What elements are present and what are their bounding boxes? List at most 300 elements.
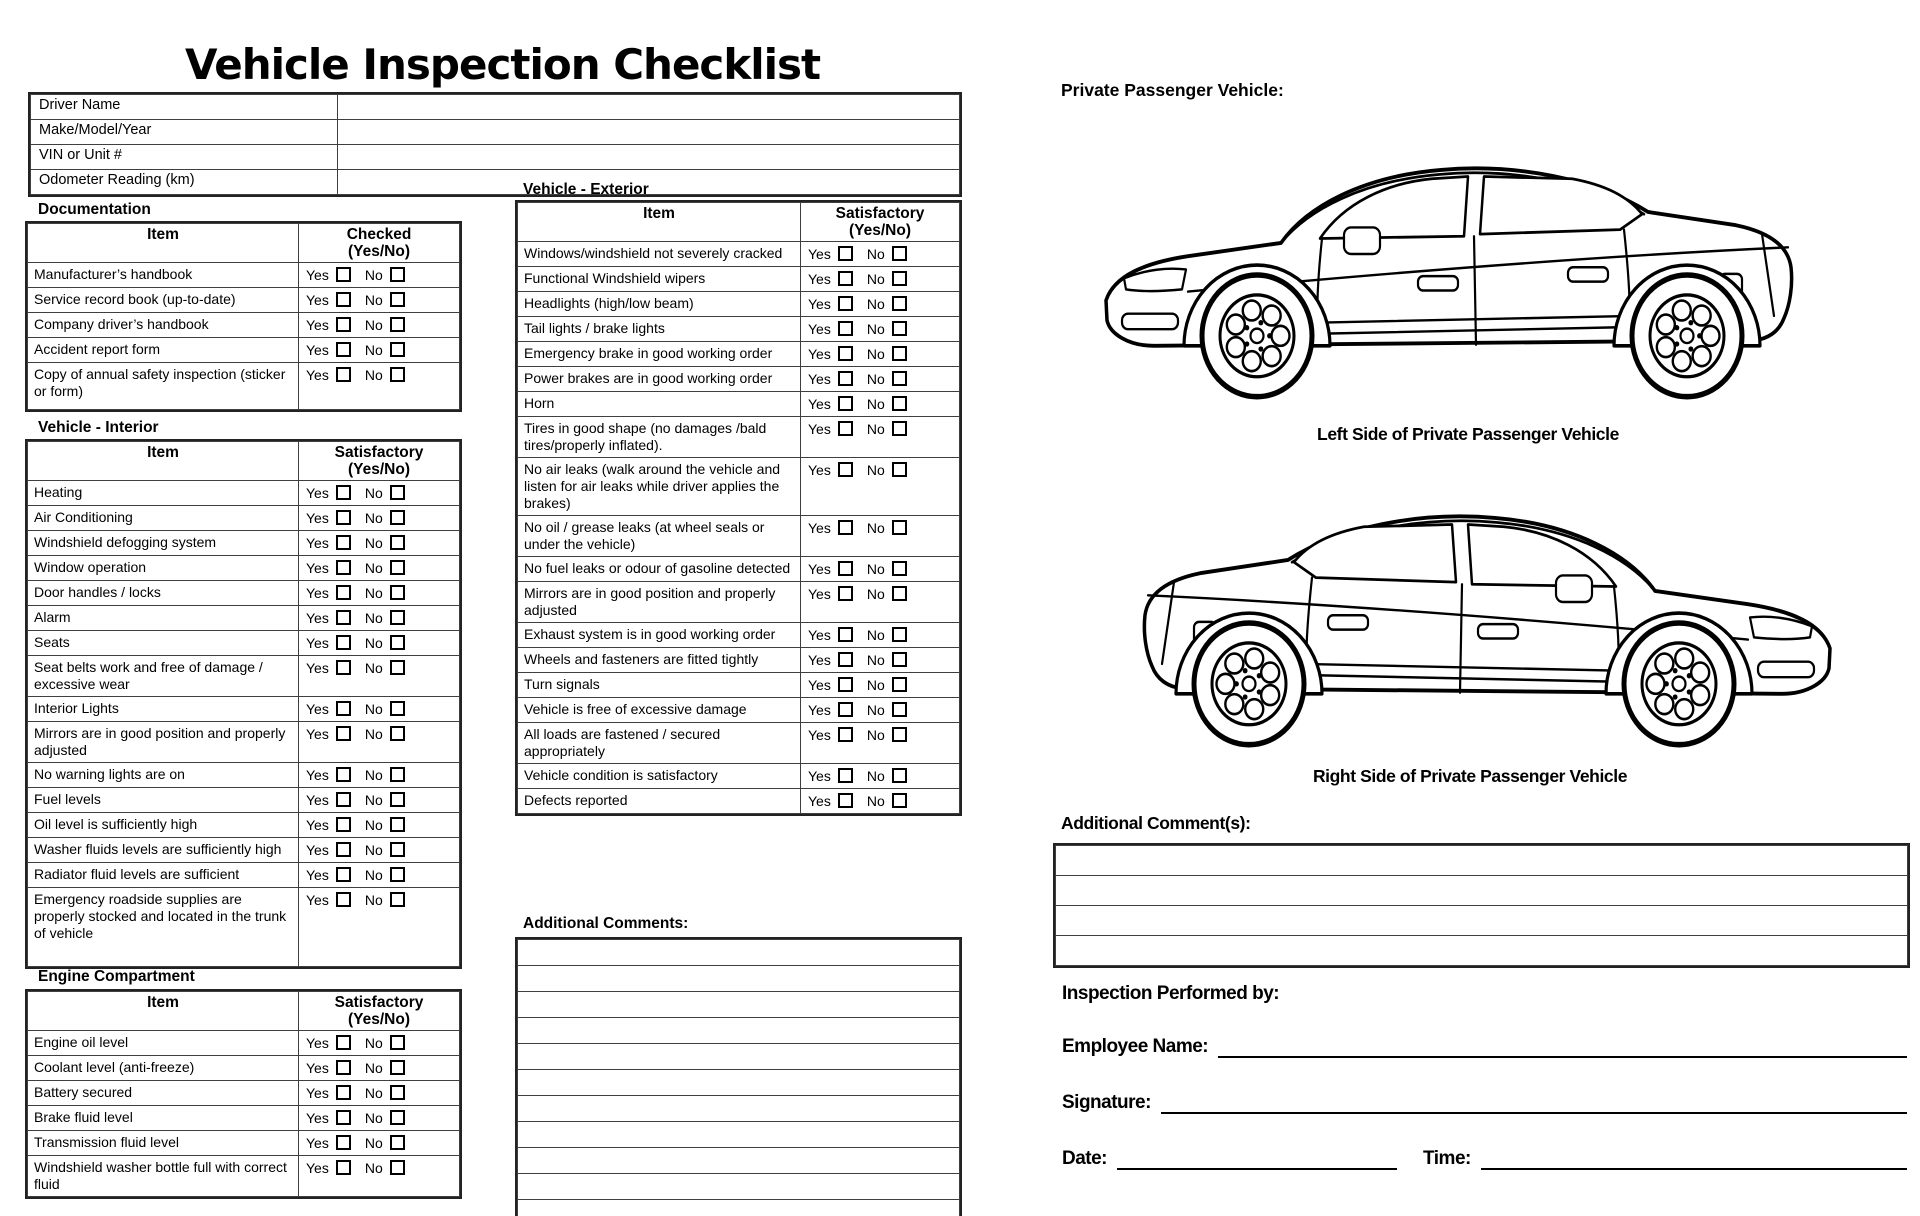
checklist-row	[518, 367, 960, 392]
item-label: Alarm	[28, 606, 299, 631]
info-label: Odometer Reading (km)	[31, 170, 338, 195]
comment-row	[1056, 846, 1908, 876]
no-checkbox[interactable]	[892, 296, 907, 311]
checklist-row	[518, 673, 960, 698]
yes-label: Yes	[306, 292, 329, 308]
item-label: Copy of annual safety inspection (sticker or form)	[28, 363, 299, 410]
yes-label: Yes	[306, 892, 329, 908]
yes-no-cell	[801, 764, 960, 789]
yes-no-cell	[299, 556, 460, 581]
no-checkbox[interactable]	[390, 1160, 405, 1175]
no-label: No	[364, 1060, 383, 1076]
comment-line[interactable]	[518, 940, 960, 966]
item-label: Tail lights / brake lights	[518, 317, 801, 342]
yes-checkbox[interactable]	[336, 867, 351, 882]
no-checkbox[interactable]	[390, 585, 405, 600]
yes-no-cell	[299, 631, 460, 656]
no-label: No	[866, 677, 885, 693]
yes-label: Yes	[306, 817, 329, 833]
time-field[interactable]	[1481, 1144, 1907, 1170]
additional-comments-table	[515, 937, 962, 1216]
no-checkbox[interactable]	[892, 421, 907, 436]
column-header-item: Item	[518, 203, 801, 242]
no-label: No	[364, 510, 383, 526]
comment-row	[518, 966, 960, 992]
comment-line[interactable]	[1056, 906, 1908, 936]
column-header-checked: Checked (Yes/No)	[299, 224, 460, 263]
comment-row	[518, 1096, 960, 1122]
yes-checkbox[interactable]	[336, 842, 351, 857]
yes-checkbox[interactable]	[336, 1160, 351, 1175]
no-checkbox[interactable]	[892, 727, 907, 742]
yes-no-cell	[299, 338, 460, 363]
yes-no-cell	[299, 581, 460, 606]
no-label: No	[364, 1135, 383, 1151]
item-label: Emergency roadside supplies are properly stocked and located in the trunk of vehicle	[28, 888, 299, 967]
no-checkbox[interactable]	[390, 1135, 405, 1150]
employee-name-row	[1062, 1032, 1907, 1058]
yes-label: Yes	[306, 1085, 329, 1101]
no-label: No	[866, 520, 885, 536]
yes-checkbox[interactable]	[336, 1035, 351, 1050]
checklist-row	[518, 292, 960, 317]
yes-label: Yes	[808, 727, 831, 743]
no-checkbox[interactable]	[892, 793, 907, 808]
no-checkbox[interactable]	[892, 586, 907, 601]
item-label: Vehicle is free of excessive damage	[518, 698, 801, 723]
item-label: Heating	[28, 481, 299, 506]
yes-checkbox[interactable]	[336, 610, 351, 625]
yes-checkbox[interactable]	[336, 635, 351, 650]
checklist-row	[518, 458, 960, 516]
column-header-item: Item	[28, 224, 299, 263]
yes-checkbox[interactable]	[336, 560, 351, 575]
additional-comments-right-heading: Additional Comment(s):	[1061, 813, 1251, 833]
comment-line[interactable]	[518, 1174, 960, 1200]
yes-checkbox[interactable]	[336, 817, 351, 832]
info-label: Make/Model/Year	[31, 120, 338, 145]
yes-label: Yes	[808, 652, 831, 668]
additional-comments-heading: Additional Comments:	[523, 915, 689, 932]
yes-label: Yes	[808, 627, 831, 643]
engine-table	[25, 989, 462, 1199]
info-value-field[interactable]	[338, 120, 960, 145]
no-checkbox[interactable]	[892, 627, 907, 642]
item-label: Windows/windshield not severely cracked	[518, 242, 801, 267]
no-checkbox[interactable]	[390, 342, 405, 357]
no-checkbox[interactable]	[390, 660, 405, 675]
yes-label: Yes	[808, 346, 831, 362]
checklist-row	[28, 506, 460, 531]
checklist-row	[28, 338, 460, 363]
no-label: No	[866, 296, 885, 312]
no-label: No	[866, 652, 885, 668]
yes-checkbox[interactable]	[838, 346, 853, 361]
item-label: Seat belts work and free of damage / excessive wear	[28, 656, 299, 697]
no-checkbox[interactable]	[390, 535, 405, 550]
checklist-row	[28, 363, 460, 410]
no-checkbox[interactable]	[390, 635, 405, 650]
no-checkbox[interactable]	[892, 677, 907, 692]
yes-no-cell	[801, 648, 960, 673]
no-checkbox[interactable]	[390, 701, 405, 716]
no-label: No	[364, 267, 383, 283]
yes-checkbox[interactable]	[336, 892, 351, 907]
exterior-table	[515, 200, 962, 816]
comment-row	[518, 992, 960, 1018]
yes-checkbox[interactable]	[336, 1135, 351, 1150]
info-row	[31, 170, 960, 195]
checklist-row	[518, 648, 960, 673]
documentation-table	[25, 221, 462, 412]
item-label: Fuel levels	[28, 788, 299, 813]
comment-line[interactable]	[1056, 936, 1908, 966]
yes-no-cell	[801, 267, 960, 292]
yes-checkbox[interactable]	[336, 701, 351, 716]
yes-checkbox[interactable]	[336, 267, 351, 282]
comment-line[interactable]	[518, 1018, 960, 1044]
yes-checkbox[interactable]	[336, 317, 351, 332]
no-checkbox[interactable]	[892, 346, 907, 361]
no-label: No	[866, 271, 885, 287]
no-label: No	[364, 767, 383, 783]
date-field[interactable]	[1117, 1144, 1397, 1170]
yes-checkbox[interactable]	[838, 586, 853, 601]
yes-checkbox[interactable]	[838, 727, 853, 742]
no-checkbox[interactable]	[892, 768, 907, 783]
no-checkbox[interactable]	[892, 462, 907, 477]
no-checkbox[interactable]	[892, 321, 907, 336]
no-checkbox[interactable]	[390, 610, 405, 625]
no-label: No	[364, 292, 383, 308]
yes-checkbox[interactable]	[336, 1085, 351, 1100]
yes-checkbox[interactable]	[336, 367, 351, 382]
yes-no-cell	[801, 516, 960, 557]
yes-no-cell	[299, 1131, 460, 1156]
no-checkbox[interactable]	[390, 726, 405, 741]
yes-checkbox[interactable]	[838, 462, 853, 477]
checklist-row	[518, 764, 960, 789]
yes-label: Yes	[808, 677, 831, 693]
comment-line[interactable]	[518, 1200, 960, 1216]
yes-label: Yes	[306, 485, 329, 501]
yes-label: Yes	[808, 371, 831, 387]
item-label: Windshield washer bottle full with correct fluid	[28, 1156, 299, 1197]
item-label: Engine oil level	[28, 1031, 299, 1056]
yes-label: Yes	[306, 1035, 329, 1051]
no-checkbox[interactable]	[390, 767, 405, 782]
checklist-row	[28, 1131, 460, 1156]
no-checkbox[interactable]	[390, 485, 405, 500]
no-checkbox[interactable]	[390, 1110, 405, 1125]
checklist-row	[518, 557, 960, 582]
yes-checkbox[interactable]	[336, 342, 351, 357]
no-label: No	[866, 768, 885, 784]
yes-label: Yes	[306, 560, 329, 576]
yes-no-cell	[299, 763, 460, 788]
no-checkbox[interactable]	[892, 702, 907, 717]
yes-checkbox[interactable]	[838, 520, 853, 535]
employee-name-label: Employee Name:	[1062, 1036, 1209, 1057]
yes-checkbox[interactable]	[838, 561, 853, 576]
signature-row	[1062, 1088, 1907, 1114]
checklist-row	[28, 581, 460, 606]
inspection-performed-by-label: Inspection Performed by:	[1062, 983, 1280, 1004]
yes-label: Yes	[306, 267, 329, 283]
item-label: Transmission fluid level	[28, 1131, 299, 1156]
checklist-row	[28, 1031, 460, 1056]
checklist-row	[518, 698, 960, 723]
no-label: No	[364, 1035, 383, 1051]
yes-label: Yes	[808, 561, 831, 577]
no-checkbox[interactable]	[390, 267, 405, 282]
yes-no-cell	[801, 417, 960, 458]
comment-row	[1056, 936, 1908, 966]
no-checkbox[interactable]	[390, 1060, 405, 1075]
no-label: No	[866, 462, 885, 478]
no-checkbox[interactable]	[892, 371, 907, 386]
yes-no-cell	[299, 1031, 460, 1056]
yes-label: Yes	[808, 793, 831, 809]
no-label: No	[364, 610, 383, 626]
no-checkbox[interactable]	[390, 817, 405, 832]
comment-row	[518, 1200, 960, 1216]
no-checkbox[interactable]	[892, 652, 907, 667]
yes-no-cell	[299, 606, 460, 631]
checklist-row	[518, 267, 960, 292]
column-header-satisfactory: Satisfactory (Yes/No)	[801, 203, 960, 242]
yes-checkbox[interactable]	[336, 1110, 351, 1125]
item-label: Interior Lights	[28, 697, 299, 722]
yes-checkbox[interactable]	[838, 396, 853, 411]
yes-no-cell	[801, 292, 960, 317]
checklist-row	[28, 263, 460, 288]
yes-checkbox[interactable]	[336, 1060, 351, 1075]
no-label: No	[866, 586, 885, 602]
comment-line[interactable]	[518, 1070, 960, 1096]
employee-name-field[interactable]	[1218, 1032, 1907, 1058]
no-checkbox[interactable]	[892, 271, 907, 286]
no-checkbox[interactable]	[390, 792, 405, 807]
no-checkbox[interactable]	[390, 867, 405, 882]
yes-checkbox[interactable]	[838, 321, 853, 336]
yes-no-cell	[801, 673, 960, 698]
no-checkbox[interactable]	[390, 892, 405, 907]
yes-checkbox[interactable]	[838, 271, 853, 286]
yes-no-cell	[299, 263, 460, 288]
yes-label: Yes	[306, 610, 329, 626]
no-checkbox[interactable]	[390, 842, 405, 857]
item-label: Seats	[28, 631, 299, 656]
yes-checkbox[interactable]	[336, 585, 351, 600]
column-header-satisfactory: Satisfactory (Yes/No)	[299, 992, 460, 1031]
no-checkbox[interactable]	[892, 396, 907, 411]
item-label: Wheels and fasteners are fitted tightly	[518, 648, 801, 673]
yes-checkbox[interactable]	[838, 677, 853, 692]
yes-checkbox[interactable]	[336, 726, 351, 741]
no-checkbox[interactable]	[892, 246, 907, 261]
item-label: Oil level is sufficiently high	[28, 813, 299, 838]
yes-no-cell	[299, 838, 460, 863]
yes-no-cell	[801, 623, 960, 648]
yes-no-cell	[299, 1081, 460, 1106]
checklist-row	[28, 1106, 460, 1131]
info-value-field[interactable]	[338, 145, 960, 170]
item-label: Battery secured	[28, 1081, 299, 1106]
no-label: No	[364, 1110, 383, 1126]
checklist-row	[518, 317, 960, 342]
no-label: No	[364, 792, 383, 808]
interior-heading: Vehicle - Interior	[38, 419, 159, 436]
comment-line[interactable]	[1056, 876, 1908, 906]
yes-checkbox[interactable]	[336, 792, 351, 807]
yes-checkbox[interactable]	[336, 485, 351, 500]
no-label: No	[364, 317, 383, 333]
no-label: No	[364, 817, 383, 833]
yes-label: Yes	[808, 246, 831, 262]
item-label: Exhaust system is in good working order	[518, 623, 801, 648]
item-label: Window operation	[28, 556, 299, 581]
no-checkbox[interactable]	[390, 1085, 405, 1100]
comment-line[interactable]	[518, 1044, 960, 1070]
yes-no-cell	[299, 863, 460, 888]
no-checkbox[interactable]	[390, 560, 405, 575]
car-right-side-illustration	[1080, 498, 1860, 748]
yes-no-cell	[299, 288, 460, 313]
yes-checkbox[interactable]	[336, 660, 351, 675]
no-label: No	[364, 342, 383, 358]
no-label: No	[866, 321, 885, 337]
item-label: Mirrors are in good position and properly adjusted	[518, 582, 801, 623]
yes-no-cell	[801, 698, 960, 723]
time-label: Time:	[1423, 1148, 1471, 1169]
yes-label: Yes	[306, 701, 329, 717]
yes-no-cell	[299, 1106, 460, 1131]
checklist-row	[518, 342, 960, 367]
comment-row	[518, 1122, 960, 1148]
no-checkbox[interactable]	[390, 292, 405, 307]
info-row	[31, 145, 960, 170]
checklist-row	[28, 656, 460, 697]
no-label: No	[364, 1085, 383, 1101]
item-label: Functional Windshield wipers	[518, 267, 801, 292]
comment-line[interactable]	[518, 1122, 960, 1148]
yes-label: Yes	[808, 421, 831, 437]
no-label: No	[364, 842, 383, 858]
no-label: No	[364, 485, 383, 501]
additional-comments-right-table	[1053, 843, 1910, 968]
yes-no-cell	[801, 317, 960, 342]
comment-row	[518, 1018, 960, 1044]
yes-label: Yes	[808, 396, 831, 412]
yes-checkbox[interactable]	[838, 421, 853, 436]
column-header-item: Item	[28, 442, 299, 481]
yes-label: Yes	[306, 767, 329, 783]
yes-label: Yes	[306, 1135, 329, 1151]
no-label: No	[364, 701, 383, 717]
private-passenger-vehicle-heading: Private Passenger Vehicle:	[1061, 80, 1284, 100]
comment-line[interactable]	[1056, 846, 1908, 876]
item-label: Radiator fluid levels are sufficient	[28, 863, 299, 888]
yes-no-cell	[299, 1156, 460, 1197]
info-value-field[interactable]	[338, 95, 960, 120]
no-label: No	[364, 535, 383, 551]
item-label: Defects reported	[518, 789, 801, 814]
interior-table	[25, 439, 462, 969]
no-label: No	[364, 1160, 383, 1176]
yes-checkbox[interactable]	[838, 627, 853, 642]
no-checkbox[interactable]	[390, 317, 405, 332]
yes-no-cell	[299, 313, 460, 338]
item-label: Emergency brake in good working order	[518, 342, 801, 367]
documentation-heading: Documentation	[38, 201, 151, 218]
yes-label: Yes	[808, 520, 831, 536]
comment-line[interactable]	[518, 966, 960, 992]
yes-checkbox[interactable]	[838, 371, 853, 386]
yes-label: Yes	[306, 535, 329, 551]
checklist-row	[28, 697, 460, 722]
yes-checkbox[interactable]	[336, 510, 351, 525]
comment-row	[518, 1044, 960, 1070]
no-label: No	[866, 371, 885, 387]
yes-no-cell	[801, 458, 960, 516]
yes-label: Yes	[808, 271, 831, 287]
yes-checkbox[interactable]	[838, 793, 853, 808]
yes-no-cell	[299, 481, 460, 506]
checklist-row	[518, 582, 960, 623]
item-label: Power brakes are in good working order	[518, 367, 801, 392]
yes-checkbox[interactable]	[336, 535, 351, 550]
yes-label: Yes	[306, 510, 329, 526]
comment-line[interactable]	[518, 1148, 960, 1174]
yes-no-cell	[801, 723, 960, 764]
yes-no-cell	[299, 506, 460, 531]
no-checkbox[interactable]	[892, 520, 907, 535]
no-checkbox[interactable]	[390, 367, 405, 382]
yes-checkbox[interactable]	[838, 246, 853, 261]
comment-row	[518, 1070, 960, 1096]
no-checkbox[interactable]	[892, 561, 907, 576]
no-label: No	[364, 867, 383, 883]
checklist-row	[28, 863, 460, 888]
item-label: Company driver’s handbook	[28, 313, 299, 338]
no-checkbox[interactable]	[390, 1035, 405, 1050]
item-label: Mirrors are in good position and properly adjusted	[28, 722, 299, 763]
info-row	[31, 95, 960, 120]
no-label: No	[364, 585, 383, 601]
signature-label: Signature:	[1062, 1092, 1151, 1113]
yes-label: Yes	[808, 768, 831, 784]
comment-line[interactable]	[518, 992, 960, 1018]
yes-checkbox[interactable]	[838, 702, 853, 717]
yes-no-cell	[299, 531, 460, 556]
signature-field[interactable]	[1161, 1088, 1907, 1114]
yes-checkbox[interactable]	[336, 292, 351, 307]
item-label: Headlights (high/low beam)	[518, 292, 801, 317]
item-label: Turn signals	[518, 673, 801, 698]
no-checkbox[interactable]	[390, 510, 405, 525]
yes-checkbox[interactable]	[838, 768, 853, 783]
yes-checkbox[interactable]	[838, 652, 853, 667]
checklist-row	[518, 623, 960, 648]
checklist-row	[28, 722, 460, 763]
yes-checkbox[interactable]	[838, 296, 853, 311]
checklist-row	[28, 1156, 460, 1197]
car-left-side-illustration	[1076, 150, 1856, 400]
yes-checkbox[interactable]	[336, 767, 351, 782]
comment-line[interactable]	[518, 1096, 960, 1122]
exterior-heading: Vehicle - Exterior	[523, 181, 649, 198]
